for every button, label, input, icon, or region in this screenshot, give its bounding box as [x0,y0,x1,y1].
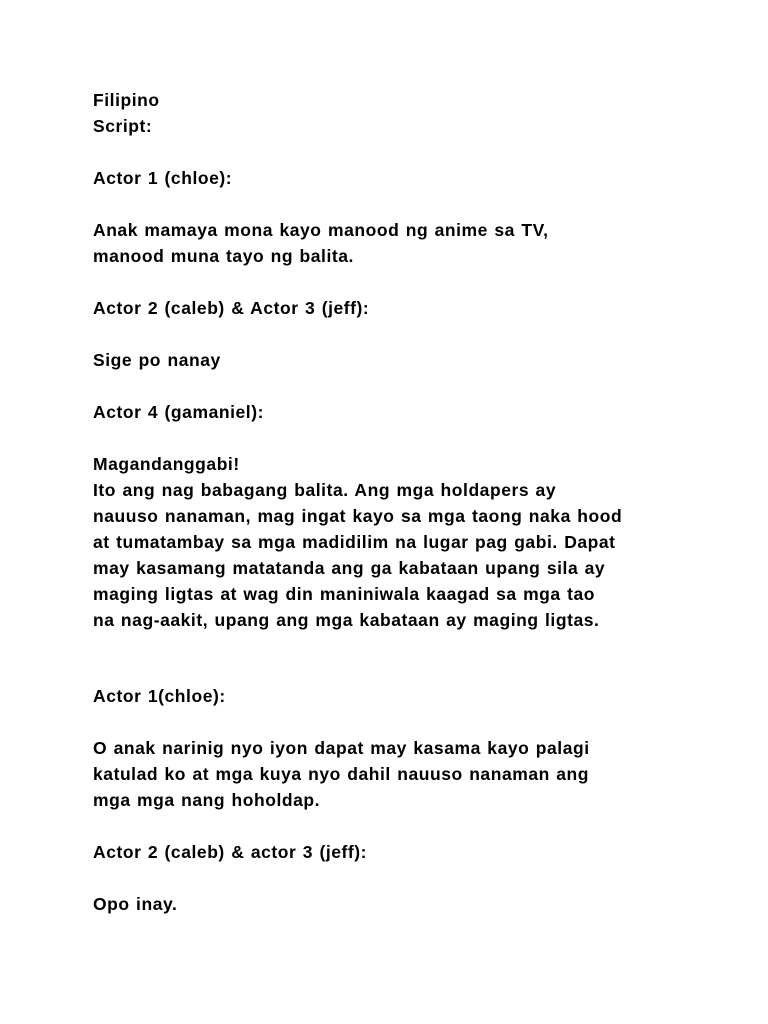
dialogue-line: manood muna tayo ng balita. [93,246,354,266]
speaker-actor-2-and-3: Actor 2 (caleb) & Actor 3 (jeff): [93,298,370,318]
heading-script: Script: [93,116,153,136]
speaker-actor-1: Actor 1 (chloe): [93,168,233,188]
speaker-actor-2-and-3: Actor 2 (caleb) & actor 3 (jeff): [93,842,368,862]
dialogue-line: Ito ang nag babagang balita. Ang mga holdapers ay [93,480,557,500]
speaker-actor-1: Actor 1(chloe): [93,686,226,706]
speaker-actor-4: Actor 4 (gamaniel): [93,402,264,422]
dialogue-line: at tumatambay sa mga madidilim na lugar pag gabi. Dapat [93,532,616,552]
dialogue-line: may kasamang matatanda ang ga kabataan upang sila ay [93,558,606,578]
dialogue-line: katulad ko at mga kuya nyo dahil nauuso nanaman ang [93,764,590,784]
dialogue-line: Sige po nanay [93,350,221,370]
dialogue-line: Anak mamaya mona kayo manood ng anime sa TV, [93,220,549,240]
heading-filipino: Filipino [93,90,160,110]
dialogue-line: O anak narinig nyo iyon dapat may kasama kayo palagi [93,738,590,758]
dialogue-line: nauuso nanaman, mag ingat kayo sa mga taong naka hood [93,506,623,526]
dialogue-line: Magandanggabi! [93,454,240,474]
dialogue-line: mga mga nang hoholdap. [93,790,321,810]
dialogue-line: maging ligtas at wag din maniniwala kaagad sa mga tao [93,584,596,604]
dialogue-line: na nag-aakit, upang ang mga kabataan ay maging ligtas. [93,610,600,630]
dialogue-line: Opo inay. [93,894,178,914]
